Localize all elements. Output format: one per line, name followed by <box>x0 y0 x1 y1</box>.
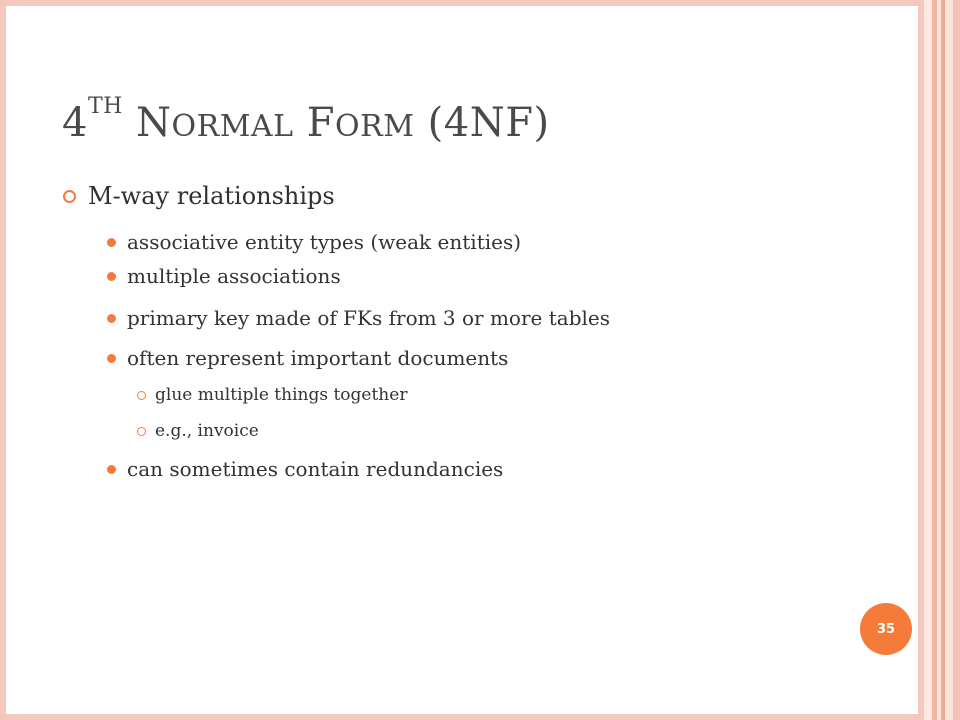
decorative-stripes <box>918 0 960 720</box>
bullet-level2 <box>107 456 503 482</box>
bullet-text: e.g., invoice <box>155 421 259 441</box>
bullet-level2 <box>107 345 508 371</box>
bullet-text: often represent important documents <box>127 346 509 370</box>
title-word1-initial: N <box>136 100 172 146</box>
title-number: 4 <box>62 100 88 146</box>
bullet-text: associative entity types (weak entities) <box>127 230 522 254</box>
stripe <box>953 0 960 720</box>
bullet-level3 <box>137 420 259 442</box>
page-number-badge: 35 <box>860 603 912 655</box>
slide-title <box>62 94 550 146</box>
frame-bottom-border <box>0 714 924 720</box>
title-word1-rest: ORMAL <box>171 109 294 144</box>
title-abbreviation: (4NF) <box>427 100 550 146</box>
bullet-level2 <box>107 263 341 289</box>
bullet-text: primary key made of FKs from 3 or more tables <box>127 306 610 330</box>
frame-top-border <box>0 0 924 6</box>
bullet-level2 <box>107 305 610 331</box>
title-word2-initial: F <box>306 100 336 146</box>
bullet-text: multiple associations <box>127 264 341 288</box>
bullet-text: can sometimes contain redundancies <box>127 457 504 481</box>
dot-bullet-icon <box>107 314 116 323</box>
stripe <box>924 0 932 720</box>
title-word2-rest: ORM <box>335 109 415 144</box>
bullet-level2 <box>107 229 521 255</box>
stripe <box>945 0 953 720</box>
bullet-text: M-way relationships <box>88 182 335 210</box>
dot-bullet-icon <box>107 238 116 247</box>
bullet-text: glue multiple things together <box>155 385 408 405</box>
bullet-level3 <box>137 384 407 406</box>
ring-bullet-icon <box>137 427 146 436</box>
ring-bullet-icon <box>137 391 146 400</box>
dot-bullet-icon <box>107 354 116 363</box>
frame-left-border <box>0 0 6 720</box>
ring-bullet-icon <box>63 190 76 203</box>
dot-bullet-icon <box>107 272 116 281</box>
dot-bullet-icon <box>107 465 116 474</box>
bullet-level1 <box>62 180 335 212</box>
title-ordinal-suffix: TH <box>87 94 123 119</box>
